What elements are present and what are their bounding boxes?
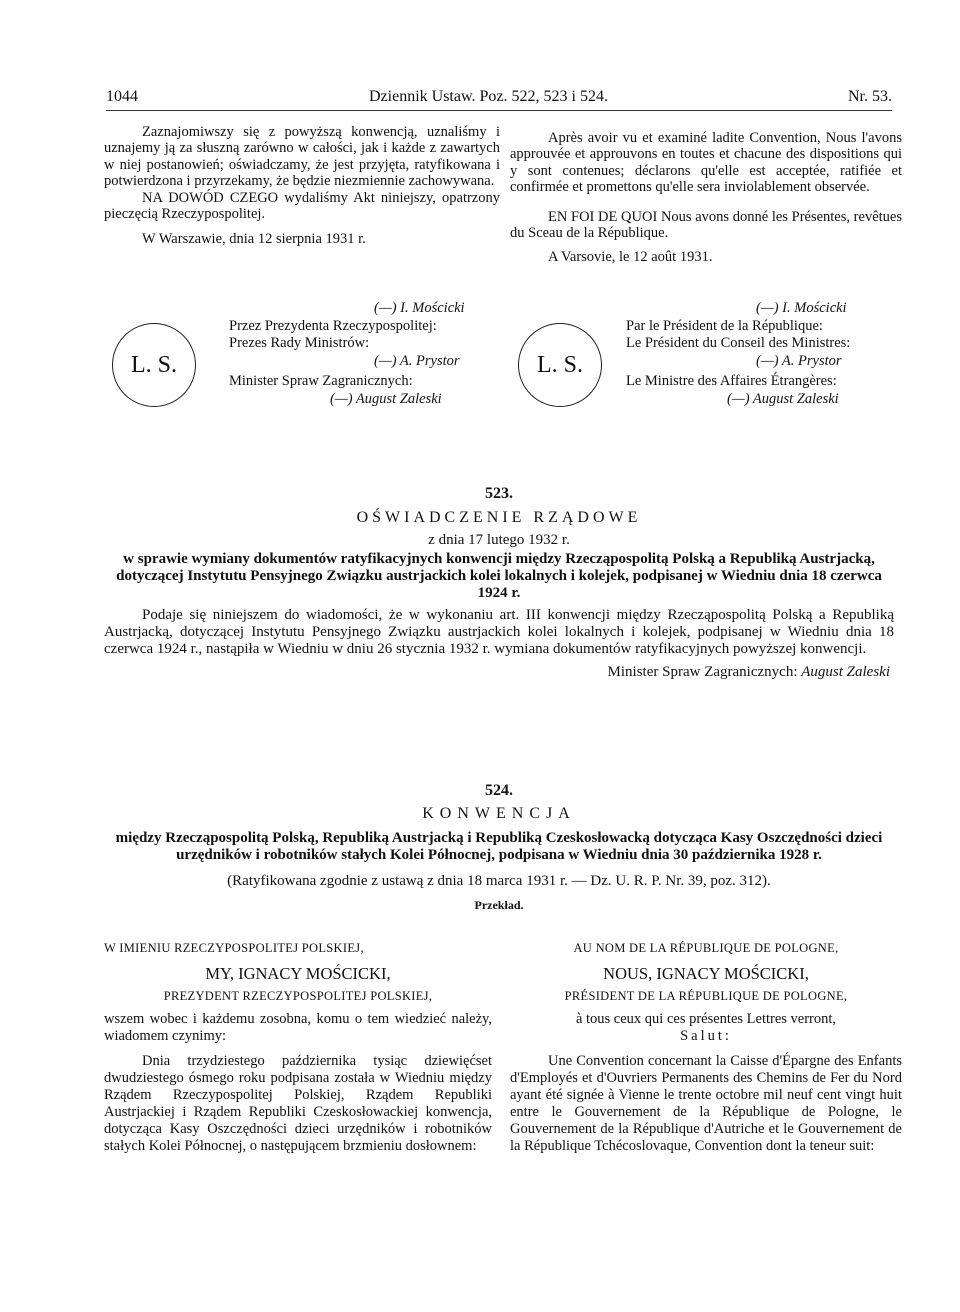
section-523: [104, 485, 894, 681]
section-524-translation-label: Przekład.: [474, 898, 524, 912]
french-signature-prystor: (—) A. Prystor: [756, 352, 842, 369]
french-paragraph-2: EN FOI DE QUOI Nous avons donné les Présentes, revêtues du Sceau de la République.: [510, 208, 902, 242]
french-preamble-body: Une Convention concernant la Caisse d'Épargne des Enfants d'Employés et d'Ouvriers Permanents des Chemins de Fer du Nord ayant été signée à Vienne le trente octobre mil neuf cent vingt huit entre le Gouvernement de la République de Pologne, le Gouvernement de la République d'Autriche et le Gouvernement de la République Tchécoslovaque, Convention dont la teneur suit:: [510, 1053, 902, 1154]
french-signatures: [626, 300, 902, 408]
polish-paragraph-2: NA DOWÓD CZEGO wydaliśmy Akt niniejszy, opatrzony pieczęcią Rzeczypospolitej.: [104, 189, 500, 223]
section-523-sign-name: August Zaleski: [801, 664, 890, 680]
french-convention-preamble: [510, 940, 902, 1155]
section-523-subject: w sprawie wymiany dokumentów ratyfikacyjnych konwencji między Rzecząpospolitą Polską a Republiką Austrjacką, dotyczącej Instytutu Pensyjnego Związku austrjackich kolei lokalnych i kolejek, podpisanej w Wiedniu dnia 18 czerwca 1924 r.: [116, 551, 882, 601]
section-523-body: Podaje się niniejszem do wiadomości, że w wykonaniu art. III konwencji między Rzecząpospolitą Polską a Republiką Austrjacką, dotyczącej Instytutu Pensyjnego Związku austrjackich kolei lokalnych i kolejek, podpisanej w Wiedniu dnia 18 czerwca 1924 r., nastąpiła w Wiedniu w dniu 26 stycznia 1932 r. wymiana dokumentów ratyfikacyjnych powyższej konwencji.: [104, 607, 894, 657]
polish-preamble-line-4: wszem wobec i każdemu zosobna, komu o tem wiedzieć należy, wiadomem czynimy:: [104, 1011, 492, 1044]
polish-preamble-line-2: MY, IGNACY MOŚCICKI,: [205, 964, 391, 983]
french-seal-ls: L. S.: [518, 323, 602, 407]
polish-paragraph-1: Zaznajomiwszy się z powyższą konwencją, uznaliśmy i uznajemy ją za słuszną zarówno w całości, jak i każde z zawartych w niej postanowień; oświadczamy, że jest przyjęta, ratyfikowana i potwierdzona i przyrzekamy, że będzie niezmiennie zachowywana.: [104, 124, 500, 190]
section-523-sign-role: Minister Spraw Zagranicznych:: [607, 664, 798, 680]
french-signature-moscicki: (—) I. Mościcki: [756, 300, 847, 316]
polish-role-foreign-minister: Minister Spraw Zagranicznych:: [229, 373, 413, 389]
french-role-foreign-minister: Le Ministre des Affaires Étrangères:: [626, 373, 837, 389]
french-preamble-salut: Salut:: [680, 1028, 732, 1044]
polish-role-prime-minister: Prezes Rady Ministrów:: [229, 335, 370, 351]
polish-preamble-line-3: PREZYDENT RZECZYPOSPOLITEJ POLSKIEJ,: [163, 989, 433, 1003]
french-signature-zaleski: (—) August Zaleski: [727, 390, 839, 407]
section-524-number: 524.: [485, 782, 513, 799]
section-524-ratification-note: (Ratyfikowana zgodnie z ustawą z dnia 18 marca 1931 r. — Dz. U. R. P. Nr. 39, poz. 312).: [227, 873, 771, 889]
polish-signature-prystor: (—) A. Prystor: [374, 352, 460, 369]
section-523-signature: [104, 664, 894, 681]
polish-convention-preamble: [104, 940, 492, 1155]
polish-signature-moscicki: (—) I. Mościcki: [374, 300, 465, 316]
french-ratification-text: [510, 130, 902, 266]
section-523-heading: OŚWIADCZENIE RZĄDOWE: [356, 509, 642, 526]
section-524-subject: między Rzecząpospolitą Polską, Republiką Austrjacką i Republiką Czeskosłowacką dotycząca Kasy Oszczędności dzieci urzędników i robotników stałych Kolei Północnej, podpisana w Wiedniu dnia 30 października 1928 r.: [115, 830, 883, 863]
polish-ratification-text: [104, 124, 500, 248]
french-place-date: A Varsovie, le 12 août 1931.: [548, 249, 713, 266]
french-preamble-line-3: PRÉSIDENT DE LA RÉPUBLIQUE DE POLOGNE,: [564, 989, 848, 1003]
journal-title: Dziennik Ustaw. Poz. 522, 523 i 524.: [369, 88, 608, 105]
french-preamble-line-4: à tous ceux qui ces présentes Lettres verront,: [575, 1011, 837, 1027]
polish-preamble-line-1: W IMIENIU RZECZYPOSPOLITEJ POLSKIEJ,: [104, 941, 364, 955]
french-paragraph-1: Après avoir vu et examiné ladite Convention, Nous l'avons approuvée et approuvons en toutes et chacune des dispositions qui y sont contenues; déclarons qu'elle est acceptée, ratifiée et confirmée et promettons qu'elle sera inviolablement observée.: [510, 130, 902, 196]
section-523-number: 523.: [485, 485, 513, 502]
polish-signatures: [229, 300, 499, 408]
section-523-date: z dnia 17 lutego 1932 r.: [428, 532, 570, 548]
section-524: [104, 782, 894, 914]
french-preamble-line-1: AU NOM DE LA RÉPUBLIQUE DE POLOGNE,: [573, 941, 839, 955]
running-header: [106, 88, 892, 111]
page-number: 1044: [106, 88, 138, 105]
french-preamble-line-2: NOUS, IGNACY MOŚCICKI,: [603, 964, 809, 983]
french-role-president: Par le Président de la République:: [626, 317, 823, 334]
polish-place-date: W Warszawie, dnia 12 sierpnia 1931 r.: [142, 231, 366, 248]
section-524-heading: KONWENCJA: [422, 805, 576, 822]
french-role-prime-minister: Le Président du Conseil des Ministres:: [626, 335, 851, 351]
polish-preamble-body: Dnia trzydziestego października tysiąc dziewięćset dwudziestego ósmego roku podpisana została w Wiedniu między Rządem Rzeczypospolitej Polskiej, Rządem Republiki Austrjackiej i Rządem Republiki Czeskosłowackiej konwencja, dotycząca Kasy Oszczędności dzieci urzędników i robotników stałych Kolei Północnej, o następującem brzmieniu dosłownem:: [104, 1053, 492, 1154]
issue-number: Nr. 53.: [848, 88, 892, 105]
polish-role-president: Przez Prezydenta Rzeczypospolitej:: [229, 317, 437, 334]
polish-signature-zaleski: (—) August Zaleski: [330, 390, 442, 407]
polish-seal-ls: L. S.: [112, 323, 196, 407]
